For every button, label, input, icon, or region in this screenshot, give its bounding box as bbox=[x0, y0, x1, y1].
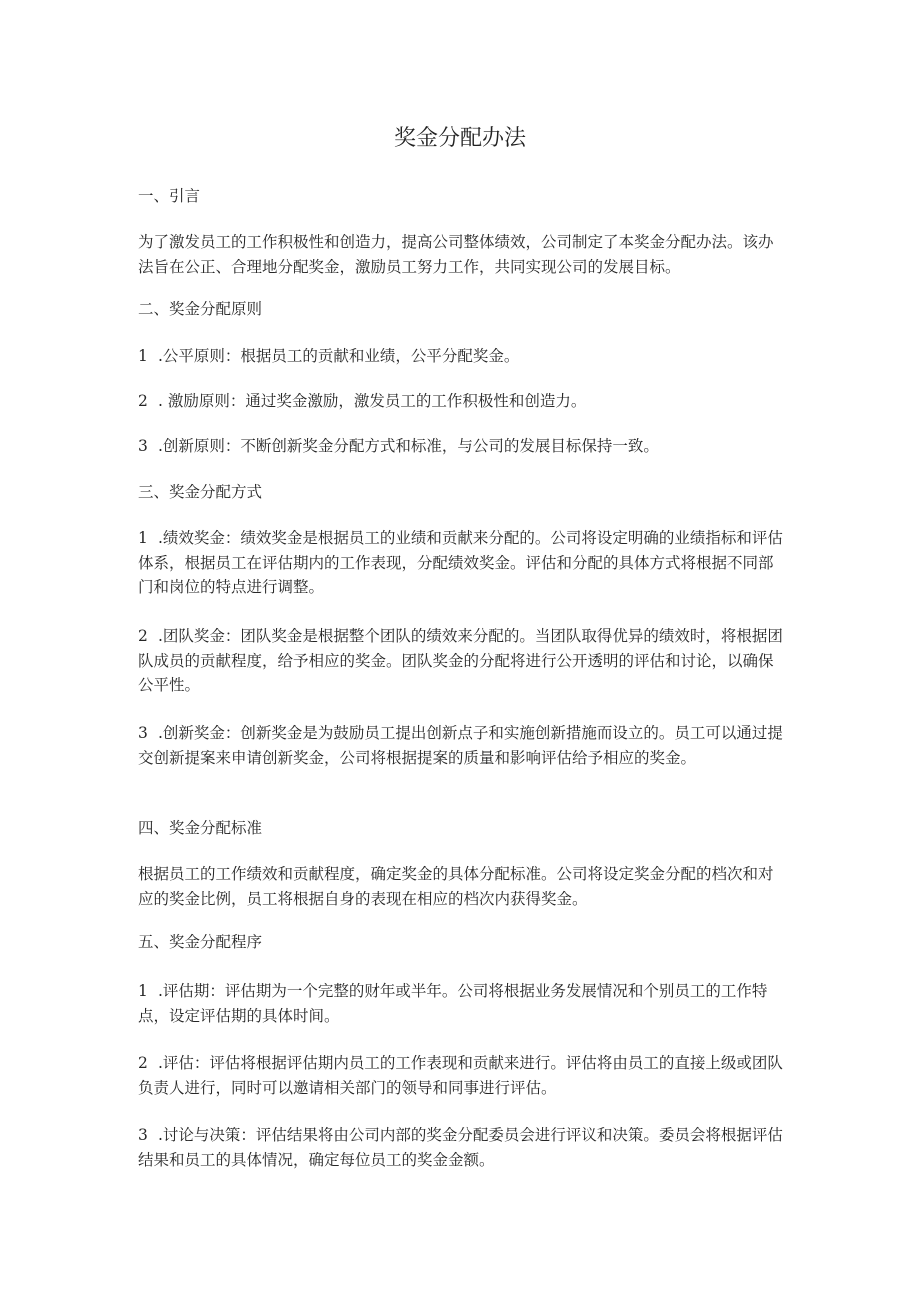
principle-item bbox=[138, 389, 788, 414]
method-item bbox=[138, 526, 788, 600]
item-number: 2 bbox=[138, 627, 148, 645]
item-number: 3 bbox=[138, 1126, 148, 1144]
section-heading-principles: 二、奖金分配原则 bbox=[138, 300, 263, 318]
document-title: 奖金分配办法 bbox=[393, 126, 526, 151]
item-number: 1 bbox=[138, 982, 148, 1000]
item-number: 1 bbox=[138, 529, 148, 547]
procedure-item bbox=[138, 979, 788, 1028]
section-heading-methods: 三、奖金分配方式 bbox=[138, 483, 263, 501]
item-text: .评估期：评估期为一个完整的财年或半年。公司将根据业务发展情况和个别员工的工作特点，设定评估期的具体时间。 bbox=[138, 982, 768, 1025]
item-text: .团队奖金：团队奖金是根据整个团队的绩效来分配的。当团队取得优异的绩效时，将根据团队成员的贡献程度，给予相应的奖金。团队奖金的分配将进行公开透明的评估和讨论，以确保公平性。 bbox=[138, 627, 783, 694]
principle-item bbox=[138, 344, 788, 369]
standards-paragraph: 根据员工的工作绩效和贡献程度，确定奖金的具体分配标准。公司将设定奖金分配的档次和对应的奖金比例，员工将根据自身的表现在相应的档次内获得奖金。 bbox=[138, 865, 774, 908]
principle-item bbox=[138, 434, 788, 459]
section-heading-procedure: 五、奖金分配程序 bbox=[138, 933, 263, 951]
item-number: 3 bbox=[138, 437, 148, 455]
method-item bbox=[138, 624, 788, 698]
section-heading-intro: 一、引言 bbox=[138, 187, 201, 205]
item-number: 2 bbox=[138, 392, 148, 410]
item-text: .创新奖金：创新奖金是为鼓励员工提出创新点子和实施创新措施而设立的。员工可以通过提交创新提案来申请创新奖金，公司将根据提案的质量和影响评估给予相应的奖金。 bbox=[138, 724, 783, 767]
item-text: .讨论与决策：评估结果将由公司内部的奖金分配委员会进行评议和决策。委员会将根据评估结果和员工的具体情况，确定每位员工的奖金金额。 bbox=[138, 1126, 783, 1169]
procedure-item bbox=[138, 1051, 788, 1100]
item-number: 2 bbox=[138, 1054, 148, 1072]
item-number: 1 bbox=[138, 347, 148, 365]
item-text: . 激励原则：通过奖金激励，激发员工的工作积极性和创造力。 bbox=[158, 392, 587, 410]
item-text: .绩效奖金：绩效奖金是根据员工的业绩和贡献来分配的。公司将设定明确的业绩指标和评估体系，根据员工在评估期内的工作表现，分配绩效奖金。评估和分配的具体方式将根据不同部门和岗位的特点进行调整。 bbox=[138, 529, 783, 596]
method-item bbox=[138, 721, 788, 770]
item-text: .创新原则：不断创新奖金分配方式和标准，与公司的发展目标保持一致。 bbox=[158, 437, 659, 455]
procedure-item bbox=[138, 1123, 788, 1172]
section-heading-standards: 四、奖金分配标准 bbox=[138, 819, 263, 837]
item-text: .公平原则：根据员工的贡献和业绩，公平分配奖金。 bbox=[158, 347, 520, 365]
item-number: 3 bbox=[138, 724, 148, 742]
intro-paragraph: 为了激发员工的工作积极性和创造力，提高公司整体绩效，公司制定了本奖金分配办法。该办法旨在公正、合理地分配奖金，激励员工努力工作，共同实现公司的发展目标。 bbox=[138, 233, 774, 276]
item-text: .评估：评估将根据评估期内员工的工作表现和贡献来进行。评估将由员工的直接上级或团队负责人进行，同时可以邀请相关部门的领导和同事进行评估。 bbox=[138, 1054, 783, 1097]
